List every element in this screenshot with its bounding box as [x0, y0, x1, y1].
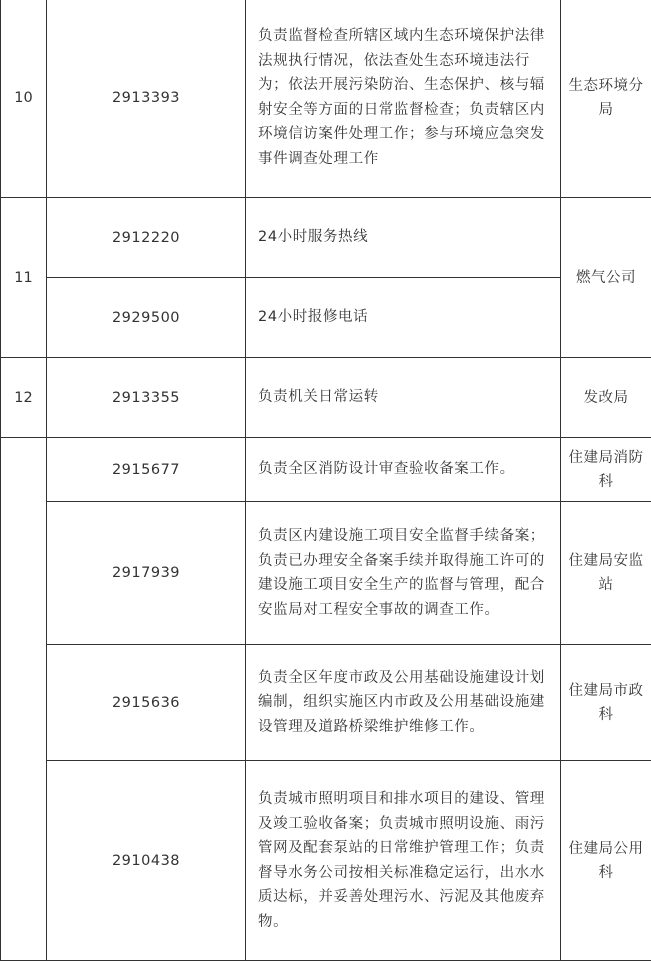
- row-index-text: 11: [1, 270, 46, 286]
- duty-description: [246, 198, 561, 278]
- phone-number-text: 2912220: [47, 230, 245, 246]
- duty-description: [246, 645, 561, 761]
- row-index-text: 12: [1, 390, 46, 406]
- table-row: [1, 278, 651, 358]
- department-name-text: 住建局安监站: [567, 549, 645, 597]
- phone-number: [47, 358, 246, 438]
- department-name: [561, 438, 651, 502]
- phone-number-text: 2910438: [47, 853, 245, 869]
- phone-number-text: 2917939: [47, 565, 245, 581]
- department-name: [561, 198, 651, 358]
- department-name-text: 燃气公司: [567, 266, 645, 290]
- phone-number: [47, 645, 246, 761]
- row-index: [1, 198, 47, 358]
- table-row: [1, 358, 651, 438]
- phone-number: [47, 502, 246, 645]
- table-row: [1, 438, 651, 502]
- phone-number: [47, 761, 246, 961]
- row-index: [1, 0, 47, 198]
- duty-description: [246, 358, 561, 438]
- phone-number-text: 2913355: [47, 390, 245, 406]
- department-name-text: 住建局公用科: [567, 837, 645, 885]
- department-name-text: 发改局: [567, 386, 645, 410]
- phone-number-text: 2915677: [47, 462, 245, 478]
- duty-description-text: 24小时报修电话: [258, 305, 552, 330]
- department-name: [561, 761, 651, 961]
- duty-description: [246, 502, 561, 645]
- phone-number-text: 2913393: [47, 90, 245, 106]
- department-name: [561, 358, 651, 438]
- department-name-text: 生态环境分局: [567, 74, 645, 122]
- department-name-text: 住建局市政科: [567, 679, 645, 727]
- phone-number: [47, 438, 246, 502]
- row-index-text: 10: [1, 90, 46, 106]
- duty-description-text: 负责监督检查所辖区域内生态环境保护法律法规执行情况，依法查处生态环境违法行为；依法开展污染防治、生态保护、核与辐射安全等方面的日常监督检查；负责辖区内环境信访案件处理工作；参与环境应急突发事件调查处理工作: [258, 24, 552, 171]
- row-index: [1, 438, 47, 961]
- table-row: [1, 502, 651, 645]
- phone-number-text: 2929500: [47, 310, 245, 326]
- duty-description-text: 负责全区消防设计审查验收备案工作。: [258, 457, 552, 482]
- table-row: [1, 0, 651, 198]
- duty-description: [246, 761, 561, 961]
- duty-description-text: 24小时服务热线: [258, 225, 552, 250]
- department-name: [561, 645, 651, 761]
- table-row: [1, 198, 651, 278]
- duty-description: [246, 438, 561, 502]
- phone-number: [47, 198, 246, 278]
- duty-description: [246, 0, 561, 198]
- phone-number: [47, 0, 246, 198]
- duty-description-text: 负责机关日常运转: [258, 385, 552, 410]
- phone-number-text: 2915636: [47, 695, 245, 711]
- phone-number: [47, 278, 246, 358]
- department-name: [561, 502, 651, 645]
- duty-description: [246, 278, 561, 358]
- table-row: [1, 761, 651, 961]
- department-name: [561, 0, 651, 198]
- duty-description-text: 负责区内建设施工项目安全监督手续备案；负责已办理安全备案手续并取得施工许可的建设施工项目安全生产的监督与管理，配合安监局对工程安全事故的调查工作。: [258, 524, 552, 622]
- row-index: [1, 358, 47, 438]
- duty-description-text: 负责全区年度市政及公用基础设施建设计划编制，组织实施区内市政及公用基础设施建设管理及道路桥梁维护维修工作。: [258, 666, 552, 740]
- department-name-text: 住建局消防科: [567, 446, 645, 494]
- duty-description-text: 负责城市照明项目和排水项目的建设、管理及竣工验收备案；负责城市照明设施、雨污管网及配套泵站的日常维护管理工作；负责督导水务公司按相关标准稳定运行，出水水质达标，并妥善处理污水、污泥及其他废弃物。: [258, 787, 552, 934]
- table-row: [1, 645, 651, 761]
